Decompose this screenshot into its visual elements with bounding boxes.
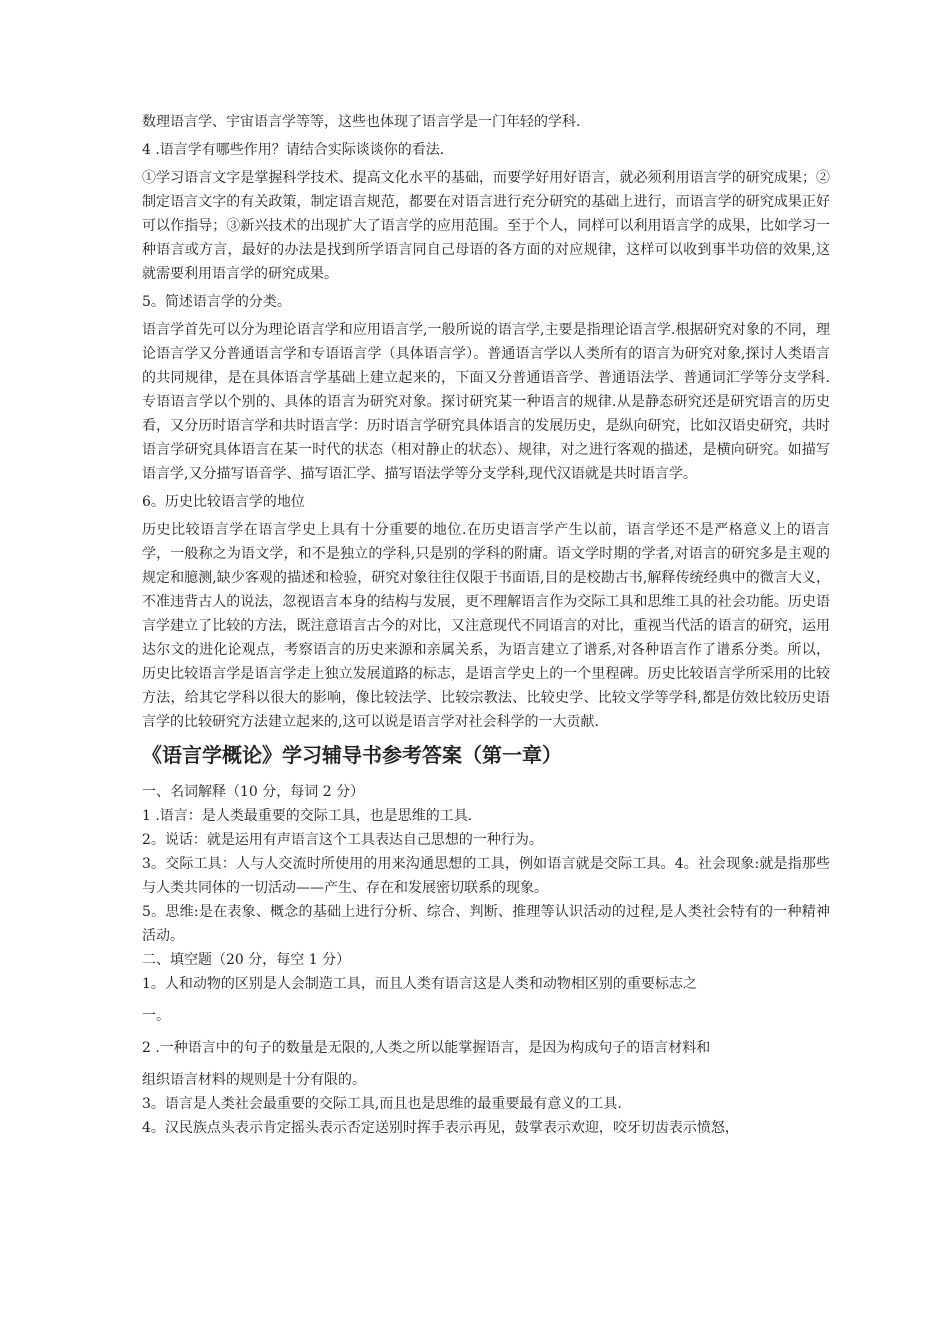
answer-4: ①学习语言文字是掌握科学技术、提高文化水平的基础，而要学好用好语言，就必须利用语言学的研究成果；②制定语言文字的有关政策，制定语言规范，都要在对语言进行充分研究的基础上进行，而语言学的研究成果正好可以作指导；③新兴技术的出现扩大了语言学的应用范围。至于个人，同样可以利用语言学的成果，比如学习一种语言或方言，最好的办法是找到所学语言同自己母语的各方面的对应规律，这样可以收到事半功倍的效果,这就需要利用语言学的研究成果。	[142, 170, 830, 282]
fill-1-line-2: 一。	[142, 1008, 170, 1024]
term-2: 2。说话：就是运用有声语言这个工具表达自己思想的一种行为。	[142, 832, 543, 848]
answer-5: 语言学首先可以分为理论语言学和应用语言学,一般所说的语言学,主要是指理论语言学.根据研究对象的不同，理论语言学又分普通语言学和专语语言学（具体语言学）。普通语言学以人类所有的语言为研究对象,探讨人类语言的共同规律，是在具体语言学基础上建立起来的，下面又分普通语音学、普通语法学、普通词汇学等分支学科.专语语言学以个别的、具体的语言为研究对象。探讨研究某一种语言的规律.从是静态研究还是研究语言的历史看，又分历时语言学和共时语言学：历时语言学研究具体语言的发展历史，是纵向研究，比如汉语史研究，共时语言学研究具体语言在某一时代的状态（相对静止的状态）、规律，对之进行客观的描述，是横向研究。如描写语言学,又分描写语音学、描写语汇学、描写语法学等分支学科,现代汉语就是共时语言学。	[142, 322, 830, 482]
question-6: 6。历史比较语言学的地位	[142, 494, 305, 510]
question-5: 5。简述语言学的分类。	[142, 294, 291, 310]
fill-1-line-1: 1。人和动物的区别是人会制造工具，而且人类有语言这是人类和动物相区别的重要标志之	[142, 976, 697, 992]
part-2-title: 二、填空题（20 分，每空 1 分）	[142, 952, 351, 968]
document-page	[142, 110, 830, 1140]
fill-2-line-2: 组织语言材料的规则是十分有限的。	[142, 1072, 366, 1088]
term-1: 1 .语言：是人类最重要的交际工具，也是思维的工具.	[142, 808, 473, 824]
section-heading: 《语言学概论》学习辅导书参考答案（第一章）	[142, 743, 562, 767]
fill-4: 4。汉民族点头表示肯定摇头表示否定送别时挥手表示再见，鼓掌表示欢迎，咬牙切齿表示愤怒，	[142, 1120, 739, 1136]
term-3-4: 3。交际工具：人与人交流时所使用的用来沟通思想的工具，例如语言就是交际工具。4。社会现象:就是指那些与人类共同体的一切活动——产生、存在和发展密切联系的现象。	[142, 856, 830, 896]
fill-2-line-1: 2 .一种语言中的句子的数量是无限的,人类之所以能掌握语言，是因为构成句子的语言材料和	[142, 1040, 711, 1056]
term-5: 5。思维:是在表象、概念的基础上进行分析、综合、判断、推理等认识活动的过程,是人类社会特有的一种精神活动。	[142, 904, 830, 944]
paragraph-continuation: 数理语言学、宇宙语言学等等，这些也体现了语言学是一门年轻的学科.	[142, 114, 581, 130]
part-1-title: 一、名词解释（10 分，每词 2 分）	[142, 784, 365, 800]
fill-3: 3。语言是人类社会最重要的交际工具,而且也是思维的最重要最有意义的工具.	[142, 1096, 622, 1112]
answer-6: 历史比较语言学在语言学史上具有十分重要的地位.在历史语言学产生以前，语言学还不是严格意义上的语言学，一般称之为语文学，和不是独立的学科,只是别的学科的附庸。语文学时期的学者,对语言的研究多是主观的规定和臆测,缺少客观的描述和检验，研究对象往往仅限于书面语,目的是校勘古书,解释传统经典中的微言大义，不准违背古人的说法，忽视语言本身的结构与发展，更不理解语言作为交际工具和思维工具的社会功能。历史语言学建立了比较的方法，既注意语言古今的对比，又注意现代不同语言的对比，重视当代活的语言的研究，运用达尔文的进化论观点，考察语言的历史来源和亲属关系，为语言建立了谱系,对各种语言作了谱系分类。所以，历史比较语言学是语言学走上独立发展道路的标志，是语言学史上的一个里程碑。历史比较语言学所采用的比较方法，给其它学科以很大的影响，像比较法学、比较宗教法、比较史学、比较文学等学科,都是仿效比较历史语言学的比较研究方法建立起来的,这可以说是语言学对社会科学的一大贡献.	[142, 522, 830, 730]
question-4: 4 .语言学有哪些作用？请结合实际谈谈你的看法.	[142, 142, 445, 158]
